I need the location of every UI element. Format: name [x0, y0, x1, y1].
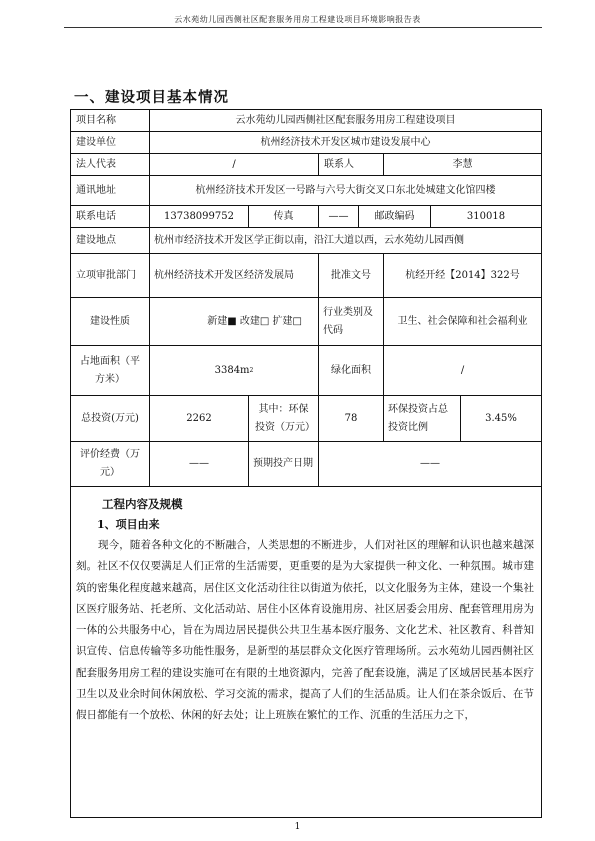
- project-name-label: 项目名称: [71, 110, 150, 132]
- content-heading: 工程内容及规模: [102, 497, 183, 511]
- project-info-table: [70, 109, 542, 487]
- origin-paragraph: 现今，随着各种文化的不断融合，人类思想的不断进步，人们对社区的理解和认识也越来越深刻。社区不仅仅要满足人们正常的生活需要，更重要的是为大家提供一种文化、一种氛围。城市建筑的密集化程度越来越高，居住区文化活动往往以街道为依托，以文化服务为主体，建设一个集社区医疗服务站、托老所、文化活动站、居住小区体育设施用房、社区居委会用房、配套管理用房为一体的公共服务中心，旨在为周边居民提供公共卫生基本医疗服务、文化艺术、社区教育、科普知识宣传、信息传输等多功能性服务，是新型的基层群众文化医疗管理场所。云水苑幼儿园西侧社区配套服务用房工程的建设实施可在有限的土地资源内，完善了配套设施，满足了区域居民基本医疗卫生以及业余时间休闲放松、学习交流的需求，提高了人们的生活品质。让人们在茶余饭后、在节假日都能有一个放松、休闲的好去处；让上班族在繁忙的工作、沉重的生活压力之下，: [76, 539, 534, 722]
- legal-rep-value: /: [150, 154, 319, 176]
- postcode-value: 310018: [431, 206, 541, 228]
- green-area-value: /: [384, 346, 541, 396]
- location-value: 杭州市经济技术开发区学正街以南，沿江大道以西，云水苑幼儿园西侧: [150, 228, 541, 254]
- area-value: 3384m 2: [150, 346, 319, 396]
- phone-label: 联系电话: [71, 206, 150, 228]
- contact-value: 李慧: [384, 154, 541, 176]
- env-ratio-value: 3.45%: [461, 396, 541, 442]
- approval-no-label: 批准文号: [319, 254, 384, 298]
- project-content-box: [70, 487, 542, 818]
- approval-dept-label: 立项审批部门: [71, 254, 150, 298]
- green-area-label: 绿化面积: [319, 346, 384, 396]
- industry-label: 行业类别及代码: [319, 298, 384, 346]
- total-invest-label: 总投资(万元): [71, 396, 150, 442]
- origin-subheading: 1、项目由来: [97, 518, 160, 531]
- header-rule: [64, 27, 542, 28]
- start-date-value: ——: [420, 458, 440, 469]
- env-invest-value: 78: [319, 396, 384, 442]
- approval-no-value: 杭经开经【2014】322号: [384, 254, 541, 298]
- address-value: 杭州经济技术开发区一号路与六号大街交叉口东北处城建文化馆四楼: [150, 176, 541, 206]
- project-name-value: 云水苑幼儿园西侧社区配套服务用房工程建设项目: [150, 110, 541, 132]
- approval-dept-value: 杭州经济技术开发区经济发展局: [150, 254, 319, 298]
- address-label: 通讯地址: [71, 176, 150, 206]
- section-title: 一、建设项目基本情况: [74, 90, 229, 106]
- eval-fee-value: ——: [150, 442, 249, 486]
- nature-value: 新建■ 改建□ 扩建□: [150, 298, 319, 346]
- page-number: 1: [294, 822, 301, 832]
- env-ratio-label: 环保投资占总投资比例: [384, 396, 461, 442]
- env-invest-label: 其中：环保投资（万元）: [249, 396, 319, 442]
- eval-fee-label: 评价经费（万元）: [71, 442, 150, 486]
- area-label: 占地面积（平方米）: [71, 346, 150, 396]
- legal-rep-label: 法人代表: [71, 154, 150, 176]
- postcode-label: 邮政编码: [359, 206, 431, 228]
- location-label: 建设地点: [71, 228, 150, 254]
- contact-label: 联系人: [319, 154, 384, 176]
- fax-label: 传真: [249, 206, 319, 228]
- start-date-label: 预期投产日期: [249, 442, 319, 486]
- industry-value: 卫生、社会保障和社会福利业: [384, 298, 541, 346]
- builder-value: 杭州经济技术开发区城市建设发展中心: [150, 132, 541, 154]
- phone-value: 13738099752: [150, 206, 249, 228]
- builder-label: 建设单位: [71, 132, 150, 154]
- fax-value: ——: [319, 206, 359, 228]
- running-header: 云水苑幼儿园西侧社区配套服务用房工程建设项目环境影响报告表: [174, 15, 421, 24]
- total-invest-value: 2262: [150, 396, 249, 442]
- area-number: 3384m: [214, 364, 250, 376]
- nature-label: 建设性质: [71, 298, 150, 346]
